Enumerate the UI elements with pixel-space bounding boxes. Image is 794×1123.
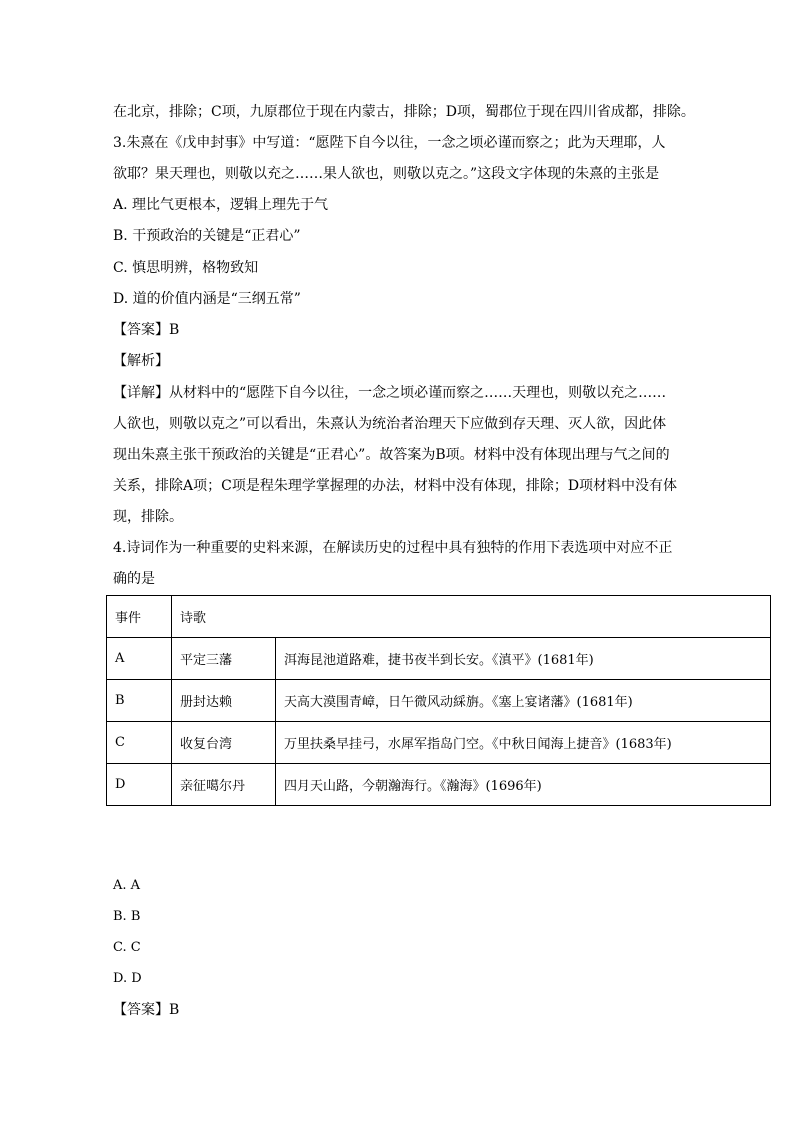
q3-option-b: B. 干预政治的关键是“正君心” [113, 228, 301, 244]
row-poem: 洱海昆池道路难，捷书夜半到长安。《滇平》(1681年) [276, 638, 771, 680]
header-event: 事件 [107, 596, 172, 638]
q4-answer: 【答案】B [113, 1002, 180, 1018]
q3-option-d: D. 道的价值内涵是“三纲五常” [113, 291, 301, 307]
row-poem: 四月天山路，今朝瀚海行。《瀚海》(1696年) [276, 764, 771, 806]
line-1: 在北京，排除；C项，九原郡位于现在内蒙古，排除；D项，蜀郡位于现在四川省成都，排除。 [113, 104, 695, 120]
q3-detail-line-4: 关系，排除A项；C项是程朱理学掌握理的办法，材料中没有体现，排除；D项材料中没有体 [113, 478, 678, 494]
row-letter: A [107, 638, 172, 680]
q3-option-c: C. 慎思明辨，格物致知 [113, 260, 259, 276]
row-event: 平定三藩 [172, 638, 276, 680]
row-letter: D [107, 764, 172, 806]
question-3-line-2: 欲耶？果天理也，则敬以充之……果人欲也，则敬以克之。”这段文字体现的朱熹的主张是 [113, 166, 660, 182]
q3-answer: 【答案】B [113, 322, 180, 338]
q4-option-a: A. A [113, 878, 141, 893]
table-header-row [107, 596, 771, 638]
table-row [107, 638, 771, 680]
q3-detail-line-3: 现出朱熹主张干预政治的关键是“正君心”。故答案为B项。材料中没有体现出理与气之间的 [113, 447, 670, 463]
q3-analysis-heading: 【解析】 [113, 353, 169, 369]
q3-detail-line-1: 【详解】从材料中的“愿陛下自今以往，一念之顷必谨而察之……天理也，则敬以充之…… [113, 385, 667, 401]
row-poem: 万里扶桑早挂弓，水犀军指岛门空。《中秋日闻海上捷音》(1683年) [276, 722, 771, 764]
q3-detail-line-2: 人欲也，则敬以克之”可以看出，朱熹认为统治者治理天下应做到存天理、灭人欲，因此体 [113, 416, 667, 432]
q3-detail-line-5: 现，排除。 [113, 509, 183, 525]
table-row [107, 680, 771, 722]
table-row [107, 764, 771, 806]
question-3-line-1: 3.朱熹在《戊申封事》中写道：“愿陛下自今以往，一念之顷必谨而察之；此为天理耶，人 [113, 135, 666, 151]
table-row [107, 722, 771, 764]
row-poem: 天高大漠围青嶂，日午微风动綵旃。《塞上宴诸藩》(1681年) [276, 680, 771, 722]
row-event: 收复台湾 [172, 722, 276, 764]
poem-table [106, 595, 771, 806]
q4-option-d: D. D [113, 971, 142, 986]
question-4-line-2: 确的是 [113, 571, 155, 587]
q4-option-c: C. C [113, 940, 141, 955]
q3-option-a: A. 理比气更根本，逻辑上理先于气 [113, 197, 329, 213]
row-letter: C [107, 722, 172, 764]
header-poem: 诗歌 [172, 596, 771, 638]
row-letter: B [107, 680, 172, 722]
q4-option-b: B. B [113, 909, 141, 924]
row-event: 册封达赖 [172, 680, 276, 722]
question-4-line-1: 4.诗词作为一种重要的史料来源，在解读历史的过程中具有独特的作用下表选项中对应不正 [113, 540, 673, 556]
row-event: 亲征噶尔丹 [172, 764, 276, 806]
